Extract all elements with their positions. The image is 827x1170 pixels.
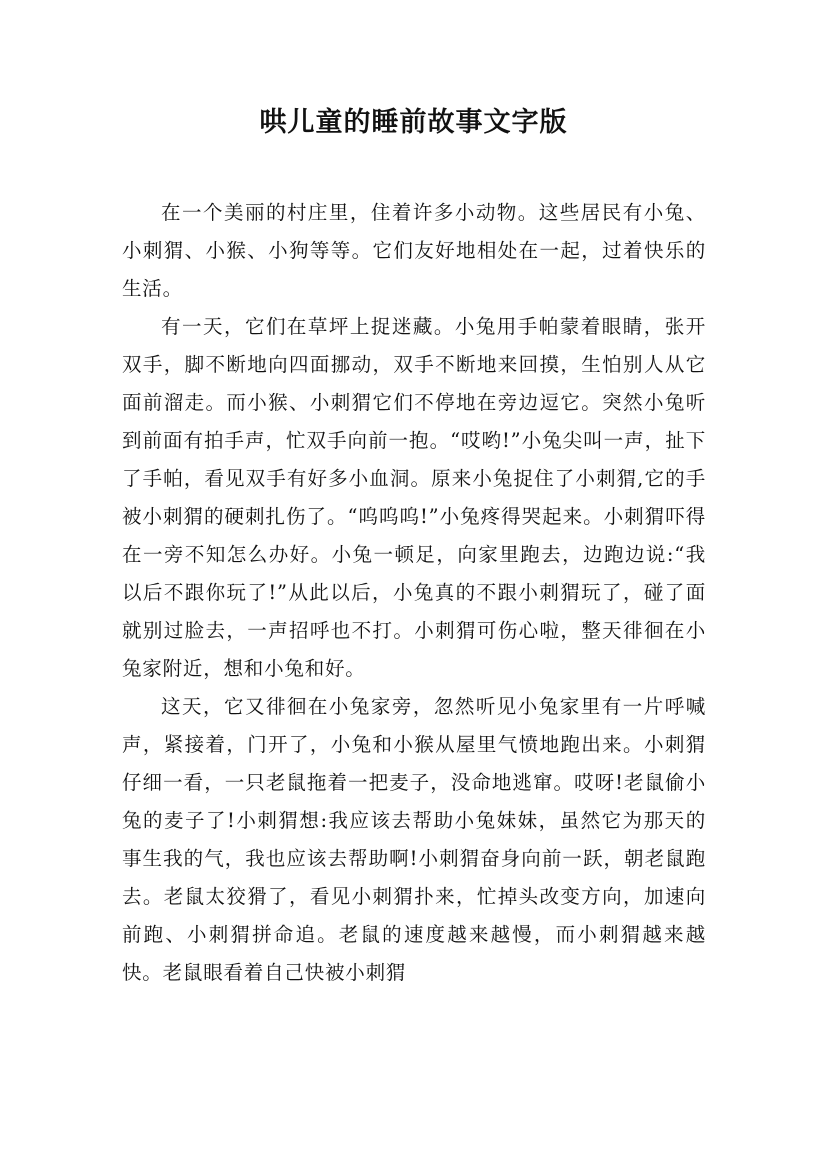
paragraph-3: 这天，它又徘徊在小兔家旁，忽然听见小兔家里有一片呼喊声，紧接着，门开了，小兔和小猴从屋里气愤地跑出来。小刺猬仔细一看，一只老鼠拖着一把麦子，没命地逃窜。哎呀!老鼠偷小兔的麦子了!小刺猬想:我应该去帮助小兔妹妹，虽然它为那天的事生我的气，我也应该去帮助啊!小刺猬奋身向前一跃，朝老鼠跑去。老鼠太狡猾了，看见小刺猬扑来，忙掉头改变方向，加速向前跑、小刺猬拼命追。老鼠的速度越来越慢，而小刺猬越来越快。老鼠眼看着自己快被小刺猬 — [122, 695, 706, 984]
paragraph-1: 在一个美丽的村庄里，住着许多小动物。这些居民有小兔、小刺猬、小猴、小狗等等。它们友好地相处在一起，过着快乐的生活。 — [122, 201, 706, 300]
document-title: 哄儿童的睡前故事文字版 — [259, 107, 568, 138]
paragraph-2: 有一天，它们在草坪上捉迷藏。小兔用手帕蒙着眼睛，张开双手，脚不断地向四面挪动，双手不断地来回摸，生怕别人从它面前溜走。而小猴、小刺猬它们不停地在旁边逗它。突然小兔听到前面有拍手声，忙双手向前一抱。“哎哟!”小兔尖叫一声，扯下了手帕，看见双手有好多小血洞。原来小兔捉住了小刺猬,它的手被小刺猬的硬刺扎伤了。“呜呜呜!”小兔疼得哭起来。小刺猬吓得在一旁不知怎么办好。小兔一顿足，向家里跑去，边跑边说:“我以后不跟你玩了!”从此以后，小兔真的不跟小刺猬玩了，碰了面就别过脸去，一声招呼也不打。小刺猬可伤心啦，整天徘徊在小兔家附近，想和小兔和好。 — [122, 315, 706, 680]
document-body — [122, 194, 706, 992]
